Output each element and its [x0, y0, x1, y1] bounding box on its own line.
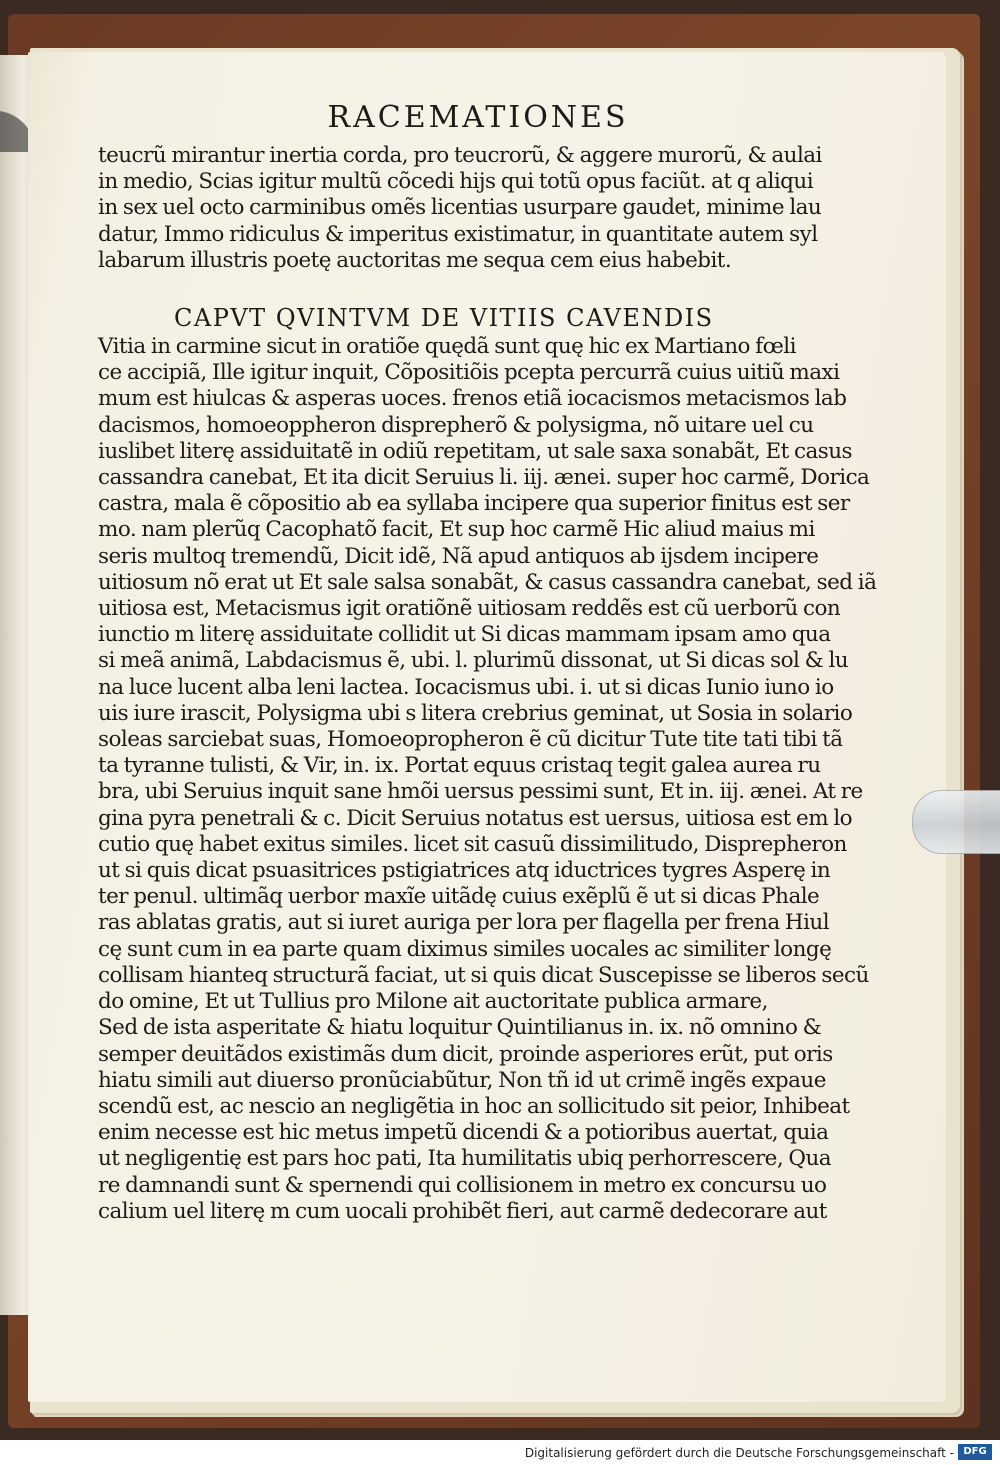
- text-line: semper deuitãdos existimãs dum dicit, proinde asperiores erũt, put oris: [98, 1041, 833, 1067]
- text-line: ce accipiã, Ille igitur inquit, Cõpositiõis pcepta percurrã cuius uitiũ maxi: [98, 360, 840, 386]
- text-line: gina pyra penetrali & c. Dicit Seruius notatus est uersus, uitiosa est em lo: [98, 805, 853, 831]
- text-line: ras ablatas gratis, aut si iuret auriga per lora per flagella per frena Hiul: [98, 910, 830, 936]
- funding-credit: Digitalisierung gefördert durch die Deutsche Forschungsgemeinschaft -: [524, 1446, 954, 1460]
- text-line: uitiosa est, Metacismus igit oratiõnẽ uitiosam reddẽs est cũ uerborũ con: [98, 596, 841, 622]
- text-line: mum est hiulcas & asperas uoces. frenos etiã iocacismos metacismos lab: [98, 386, 847, 412]
- paragraph-1: [98, 143, 822, 274]
- page-text: [98, 100, 877, 1225]
- text-line: datur, Immo ridiculus & imperitus existimatur, in quantitate autem syl: [98, 221, 818, 247]
- text-line: cę sunt cum in ea parte quam diximus similes uocales ac similiter longę: [98, 936, 832, 962]
- text-line: bra, ubi Seruius inquit sane hmõi uersus pessimi sunt, Et in. iij. ænei. At re: [98, 779, 863, 805]
- text-line: na luce lucent alba leni lactea. Iocacismus ubi. i. ut si dicas Iunio iuno io: [98, 674, 834, 700]
- text-line: cutio quę habet exitus similes. licet sit casuũ dissimilitudo, Disprepheron: [98, 831, 847, 857]
- text-line: Sed de ista asperitate & hiatu loquitur Quintilianus in. ix. nõ omnino &: [98, 1015, 822, 1041]
- text-line: seris multoq tremendũ, Dicit idẽ, Nã apud antiquos ab ijsdem incipere: [98, 543, 819, 569]
- dfg-logo[interactable]: DFG: [958, 1444, 992, 1460]
- running-title: RACEMATIONES: [327, 100, 629, 135]
- paragraph-2: [98, 334, 877, 1225]
- text-line: si meã animã, Labdacismus ẽ, ubi. l. plurimũ dissonat, ut Si dicas sol & lu: [98, 648, 849, 674]
- text-line: soleas sarciebat suas, Homoeopropheron ẽ cũ dicitur Tute tite tati tibi tã: [98, 727, 843, 753]
- text-line: hiatu simili aut diuerso pronũciabũtur, Non tñ id ut crimẽ ingẽs expaue: [98, 1067, 826, 1093]
- text-line: re damnandi sunt & spernendi qui collisionem in metro ex concursu uo: [98, 1172, 827, 1198]
- text-line: ut negligentię est pars hoc pati, Ita humilitatis ubiq perhorrescere, Qua: [98, 1146, 832, 1172]
- text-line: ter penul. ultimãq uerbor maxĩe uitãdę cuius exẽplũ ẽ ut si dicas Phale: [98, 884, 820, 910]
- text-line: ut si quis dicat psuasitrices pstigiatrices atq iductrices tygres Asperę in: [98, 858, 831, 884]
- text-line: ta tyranne tulisti, & Vir, in. ix. Portat equus cristaq tegit galea aurea ru: [98, 753, 821, 779]
- text-line: cassandra canebat, Et ita dicit Seruius li. iij. ænei. super hoc carmẽ, Dorica: [98, 465, 870, 491]
- text-line: do omine, Et ut Tullius pro Milone ait auctoritate publica armare,: [98, 989, 768, 1015]
- text-line: in medio, Scias igitur multũ cõcedi hijs qui totũ opus faciũt. at q aliqui: [98, 169, 814, 195]
- text-line: scendũ est, ac nescio an negligẽtia in hoc an sollicitudo sit peior, Inhibeat: [98, 1093, 850, 1119]
- text-line: uis iure irascit, Polysigma ubi s litera crebrius geminat, ut Sosia in solario: [98, 700, 853, 726]
- text-line: collisam hianteq structurã faciat, ut si quis dicat Suscepisse se liberos secũ: [98, 962, 869, 988]
- spacer: [98, 274, 798, 304]
- text-line: in sex uel octo carminibus omẽs licentias usurpare gaudet, minime lau: [98, 195, 822, 221]
- text-line: uitiosum nõ erat ut Et sale salsa sonabãt, & casus cassandra canebat, sed iã: [98, 569, 877, 595]
- text-line: calium uel literę m cum uocali prohibẽt fieri, aut carmẽ dedecorare aut: [98, 1198, 827, 1224]
- footer-bar: [0, 1440, 1000, 1465]
- text-line: enim necesse est hic metus impetũ dicendi & a potioribus auertat, quia: [98, 1120, 829, 1146]
- text-line: mo. nam plerũq Cacophatõ facit, Et sup hoc carmẽ Hic aliud maius mi: [98, 517, 815, 543]
- text-line: castra, mala ẽ cõpositio ab ea syllaba incipere qua superior finitus est ser: [98, 491, 850, 517]
- text-line: iuslibet literę assiduitatẽ in odiũ repetitam, ut sale saxa sonabãt, Et casus: [98, 438, 853, 464]
- text-line: Vitia in carmine sicut in oratiõe quędã sunt quę hic ex Martiano fœli: [98, 334, 796, 360]
- text-line: iunctio m literę assiduitate collidit ut Si dicas mammam ipsam amo qua: [98, 622, 831, 648]
- page-clip: [912, 790, 1000, 854]
- chapter-heading: CAPVT QVINTVM DE VITIIS CAVENDIS: [174, 304, 714, 333]
- text-line: dacismos, homoeoppheron disprepherõ & polysigma, nõ uitare uel cu: [98, 412, 814, 438]
- text-line: teucrũ mirantur inertia corda, pro teucrorũ, & aggere murorũ, & aulai: [98, 143, 822, 168]
- text-line: labarum illustris poetę auctoritas me sequa cem eius habebit.: [98, 247, 732, 273]
